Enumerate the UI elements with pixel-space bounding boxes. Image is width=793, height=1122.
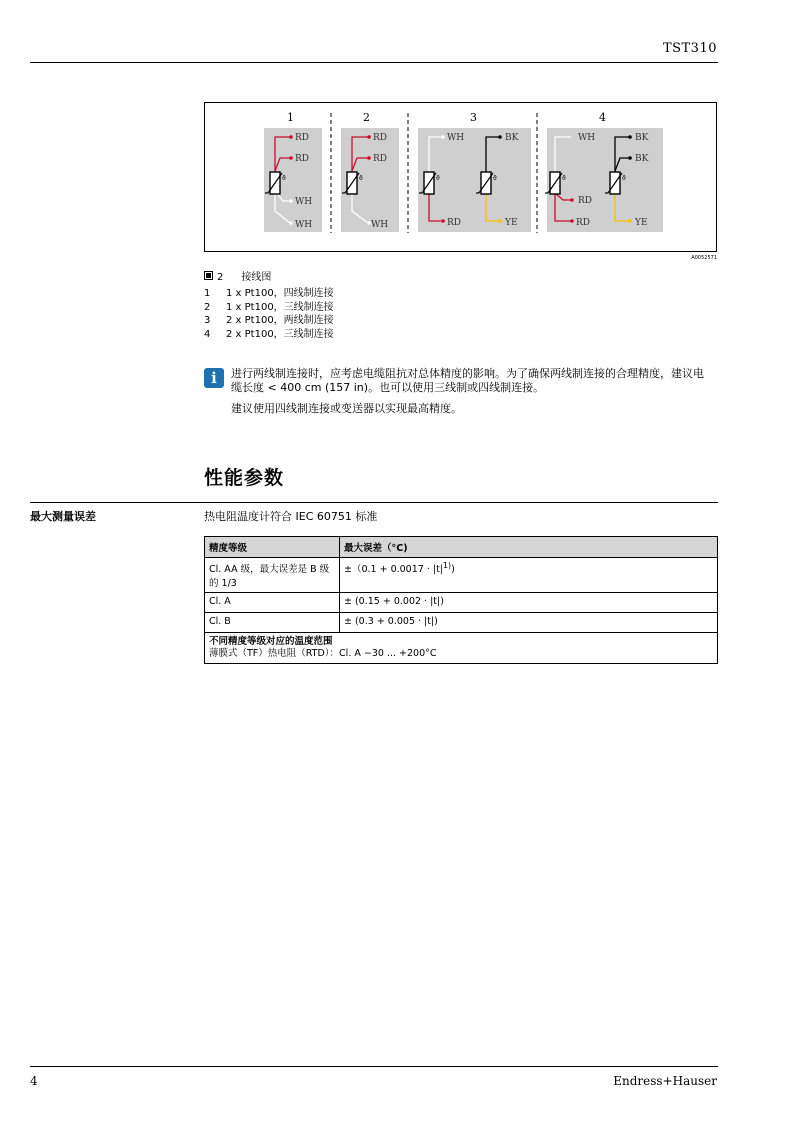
wire-label: WH [371, 220, 389, 230]
section-intro: 热电阻温度计符合 IEC 60751 标准 [204, 510, 378, 523]
wire-label: RD [373, 154, 387, 164]
table-cell: Cl. B [205, 613, 340, 633]
figure-icon [204, 271, 213, 280]
legend-text: 1 x Pt100，三线制连接 [226, 301, 334, 313]
table-cell: Cl. AA 级，最大误差是 B 级的 1/3 [205, 558, 340, 593]
wire-label: BK [505, 133, 519, 143]
wire-label: RD [295, 133, 309, 143]
brand-name: Endress+Hauser [613, 1074, 717, 1088]
panel-4-three-wire [545, 128, 663, 232]
table-header: 精度等级 [205, 537, 340, 558]
panel-number-3: 3 [470, 111, 477, 124]
footnote-ref: 1) [443, 561, 452, 570]
table-header: 最大误差（°C) [340, 537, 718, 558]
figure-caption-text: 接线图 [241, 272, 272, 283]
panel-number-1: 1 [287, 111, 294, 124]
wire-label: RD [447, 218, 461, 228]
legend-number: 1 [204, 288, 211, 299]
info-note [231, 367, 711, 423]
wiring-diagram-svg: ϑ .lbl { font-family:"DejaVu Serif","Liberation Serif",serif; font-size:9px; fill:#333; } .pn { font-family:"DejaVu Serif","Liberation Serif",serif; font-size:11px; fill:#000; } .sep { stroke:#000; stroke-width:1; stroke-dasharray:4,3; } 1 2 3 4 RD RD WH WH RD RD WH WH RD BK YE WH RD RD BK BK YE [205, 103, 716, 251]
table-cell: ± (0.15 + 0.002 · |t|) [340, 593, 718, 613]
side-label: 最大测量误差 [30, 510, 96, 523]
section-rule [30, 502, 718, 503]
table-header-row [205, 537, 718, 558]
wire-label: YE [505, 218, 518, 228]
panel-1-four-wire [264, 128, 322, 232]
table-cell [340, 558, 718, 593]
document-title: TST310 [662, 41, 717, 56]
wire-label: BK [635, 154, 649, 164]
panel-number-4: 4 [599, 111, 606, 124]
wire-label: YE [635, 218, 648, 228]
wire-label: WH [578, 133, 596, 143]
figure-legend [204, 287, 334, 341]
wire-label: RD [373, 133, 387, 143]
legend-item [204, 301, 334, 315]
legend-text: 1 x Pt100，四线制连接 [226, 288, 334, 299]
header-rule [30, 62, 718, 63]
table-footer-row [205, 633, 718, 664]
panel-2-three-wire [341, 128, 399, 232]
table-row [205, 558, 718, 593]
wire-label: RD [576, 218, 590, 228]
table-footer [205, 633, 718, 664]
note-text: 建议使用四线制连接或变送器以实现最高精度。 [231, 402, 462, 415]
legend-number: 3 [204, 315, 211, 326]
error-formula: ±（0.1 + 0.0017 · |t| [344, 564, 443, 576]
wire-label: WH [447, 133, 465, 143]
wire-label: WH [295, 197, 313, 207]
wiring-diagram [204, 95, 717, 252]
panel-number-2: 2 [363, 111, 370, 124]
figure-number: 2 [217, 272, 224, 283]
table-cell: Cl. A [205, 593, 340, 613]
accuracy-table [204, 536, 718, 664]
wire-label: RD [295, 154, 309, 164]
wire-label: BK [635, 133, 649, 143]
wire-label: RD [578, 196, 592, 206]
footer-rule [30, 1066, 718, 1067]
legend-item [204, 328, 334, 342]
wire-label: WH [295, 220, 313, 230]
note-text: 进行两线制连接时，应考虑电缆阻抗对总体精度的影响。为了确保两线制连接的合理精度，建议电缆长度 < 400 cm (157 in)。也可以使用三线制或四线制连接。 [231, 367, 704, 394]
table-footer-text: 薄膜式（TF）热电阻（RTD）：Cl. A −30 ... +200°C [209, 648, 437, 659]
legend-item [204, 314, 334, 328]
section-heading: 性能参数 [204, 467, 285, 489]
legend-item [204, 287, 334, 301]
table-cell: ± (0.3 + 0.005 · |t|) [340, 613, 718, 633]
legend-number: 2 [204, 301, 211, 313]
info-icon: i [204, 368, 224, 388]
table-row [205, 593, 718, 613]
error-formula-tail: ) [451, 564, 455, 576]
page-number: 4 [30, 1074, 38, 1088]
legend-number: 4 [204, 328, 211, 340]
table-footer-title: 不同精度等级对应的温度范围 [209, 636, 333, 647]
figure-caption [204, 268, 271, 283]
figure-code: A0052571 [691, 255, 717, 261]
table-row [205, 613, 718, 633]
panel-3-two-wire [418, 128, 531, 232]
legend-text: 2 x Pt100，两线制连接 [226, 315, 334, 326]
legend-text: 2 x Pt100，三线制连接 [226, 328, 334, 340]
